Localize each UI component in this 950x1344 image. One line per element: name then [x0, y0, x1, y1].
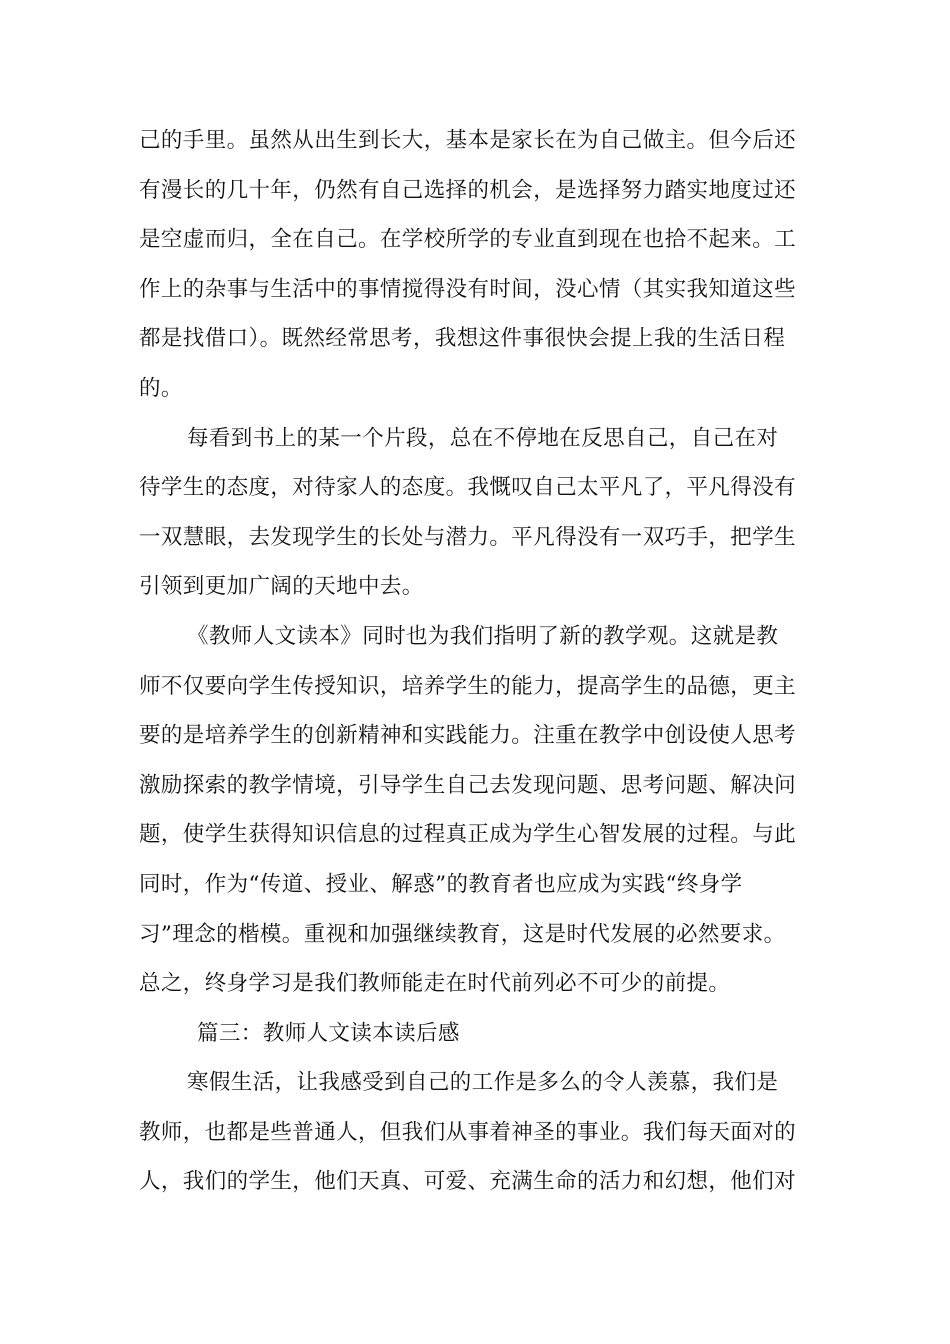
text-line: 总之，终身学习是我们教师能走在时代前列必不可少的前提。 — [139, 971, 731, 997]
text-line: 每看到书上的某一个片段，总在不停地在反思自己，自己在对 — [187, 425, 779, 451]
text-line: 习”理念的楷模。重视和加强继续教育，这是时代发展的必然要求。 — [139, 921, 786, 947]
text-line: 要的是培养学生的创新精神和实践能力。注重在教学中创设使人思考 — [139, 723, 797, 749]
text-line: 的。 — [139, 375, 183, 401]
paragraph-reflection — [139, 414, 829, 612]
section-heading — [139, 1009, 829, 1059]
text-line: 激励探索的教学情境，引导学生自己去发现问题、思考问题、解决问 — [139, 772, 797, 798]
text-line: 引领到更加广阔的天地中去。 — [139, 574, 424, 600]
text-line: 寒假生活，让我感受到自己的工作是多么的令人羡慕，我们是 — [187, 1070, 779, 1096]
document-body — [139, 116, 829, 1207]
paragraph-continuation — [139, 116, 829, 414]
text-line: 教师，也都是些普通人，但我们从事着神圣的事业。我们每天面对的 — [139, 1119, 797, 1145]
text-line: 一双慧眼，去发现学生的长处与潜力。平凡得没有一双巧手，把学生 — [139, 524, 797, 550]
text-line: 是空虚而归，全在自己。在学校所学的专业直到现在也拾不起来。工 — [139, 227, 797, 253]
text-line: 己的手里。虽然从出生到长大，基本是家长在为自己做主。但今后还 — [139, 128, 797, 153]
text-line: 作上的杂事与生活中的事情搅得没有时间，没心情（其实我知道这些 — [139, 276, 797, 302]
heading-text: 篇三：教师人文读本读后感 — [197, 1020, 460, 1046]
text-line: 人，我们的学生，他们天真、可爱、充满生命的活力和幻想，他们对 — [139, 1169, 797, 1195]
paragraph-winter-break — [139, 1058, 829, 1207]
text-line: 有漫长的几十年，仍然有自己选择的机会，是选择努力踏实地度过还 — [139, 177, 797, 203]
text-line: 同时，作为“传道、授业、解惑”的教育者也应成为实践“终身学 — [139, 871, 743, 897]
text-line: 师不仅要向学生传授知识，培养学生的能力，提高学生的品德，更主 — [139, 673, 797, 699]
text-line: 《教师人文读本》同时也为我们指明了新的教学观。这就是教 — [187, 623, 779, 649]
text-line: 都是找借口）。既然经常思考，我想这件事很快会提上我的生活日程 — [139, 326, 786, 352]
text-line: 题，使学生获得知识信息的过程真正成为学生心智发展的过程。与此 — [139, 822, 797, 848]
paragraph-teaching-view — [139, 612, 829, 1009]
text-line: 待学生的态度，对待家人的态度。我慨叹自己太平凡了，平凡得没有 — [139, 475, 797, 501]
